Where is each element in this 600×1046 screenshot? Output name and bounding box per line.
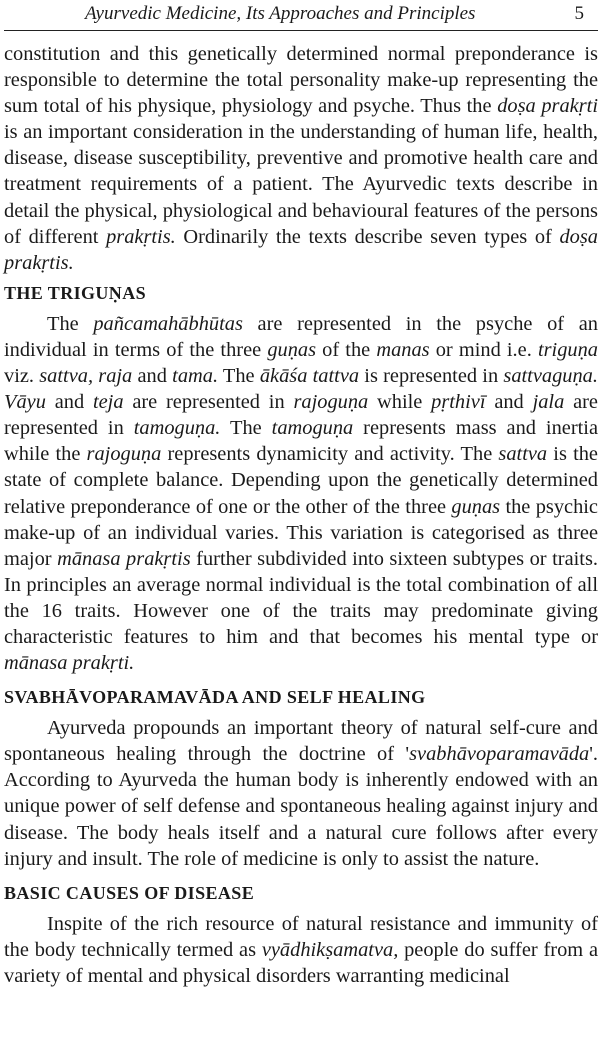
text-run: The bbox=[218, 365, 260, 388]
italic-term: teja bbox=[92, 391, 124, 414]
body-paragraph bbox=[4, 911, 598, 989]
italic-term: sattva, raja bbox=[39, 365, 133, 388]
italic-term: sattva bbox=[498, 443, 548, 466]
text-run: is an important consideration in the understanding of human life, health, disease, disease susceptibility, preventive and promotive health care and treatment requirements of a patient. The Ayurvedic texts describe in detail the physical, physiological and behavioural features of the persons of different bbox=[4, 121, 598, 248]
text-run: are represented in the psyche of an individual in terms of the three bbox=[4, 312, 598, 361]
italic-term: tamoguṇa bbox=[271, 417, 354, 440]
text-run: while bbox=[368, 391, 432, 414]
italic-term: rajoguṇa bbox=[86, 443, 162, 466]
italic-term: svabhāvoparamavāda bbox=[409, 743, 590, 766]
text-run: The bbox=[47, 312, 94, 335]
text-run: are represented in bbox=[4, 391, 598, 440]
italic-term: triguṇa bbox=[537, 338, 598, 361]
text-run: and bbox=[485, 391, 533, 414]
text-run: Inspite of the rich resource of natural resistance and immunity of the body technically termed as bbox=[4, 912, 598, 961]
text-run: The bbox=[220, 417, 272, 440]
text-run: or mind i.e. bbox=[429, 338, 538, 361]
body-paragraph bbox=[4, 41, 598, 276]
italic-term: mānasa prakṛtis bbox=[57, 547, 191, 570]
italic-term: tamoguṇa. bbox=[133, 417, 221, 440]
text-run: and bbox=[45, 391, 93, 414]
running-title: Ayurvedic Medicine, Its Approaches and Principles bbox=[85, 3, 476, 24]
italic-term: mānasa prakṛti. bbox=[4, 652, 135, 675]
italic-term: vyādhikṣamatva, bbox=[261, 938, 399, 961]
italic-term: prakṛtis. bbox=[106, 225, 176, 248]
text-run: '. According to Ayurveda the human body is inherently endowed with an unique power of self defense and spontaneous healing against injury and disease. The body heals itself and a natural cure follows after every injury and insult. The role of medicine is only to assist the nature. bbox=[4, 743, 598, 870]
section-heading: THE TRIGUṆAS bbox=[4, 282, 147, 303]
text-run: of the bbox=[316, 338, 377, 361]
italic-term: manas bbox=[376, 338, 430, 361]
page-number: 5 bbox=[574, 3, 584, 24]
text-run: represents dynamicity and activity. The bbox=[161, 443, 499, 466]
text-run: is represented in bbox=[359, 365, 504, 388]
italic-term: guṇas bbox=[267, 338, 317, 361]
italic-term: rajoguṇa bbox=[293, 391, 369, 414]
section-heading: SVABHĀVOPARAMAVĀDA AND SELF HEALING bbox=[4, 687, 426, 708]
italic-term: guṇas bbox=[451, 495, 501, 518]
running-head bbox=[4, 0, 598, 31]
text-run: and bbox=[132, 365, 173, 388]
italic-term: sattvaguṇa. bbox=[503, 365, 598, 388]
text-run: people do suffer from a variety of mental and physical disorders warranting medicinal bbox=[4, 938, 598, 987]
text-run: further subdivided into sixteen subtypes or traits. In principles an average normal individual is the total combination of all the 16 traits. However one of the traits may predominate giving characteristic features to him and that becomes his mental type or bbox=[4, 547, 598, 648]
text-run: is the state of complete balance. Depending upon the genetically determined relative preponderance of one or the other of the three bbox=[4, 443, 598, 518]
section-heading: BASIC CAUSES OF DISEASE bbox=[4, 882, 255, 903]
text-run: represents mass and inertia while the bbox=[4, 417, 599, 466]
text-run: constitution and this genetically determined normal preponderance is responsible to determine the total personality make-up representing the sum total of his physique, physiology and psyche. Thus the bbox=[4, 43, 598, 118]
text-run: are represented in bbox=[123, 391, 294, 414]
italic-term: jala bbox=[532, 391, 565, 414]
body-paragraph bbox=[4, 311, 598, 676]
italic-term: pṛthivī bbox=[431, 391, 486, 414]
italic-term: doṣa prakṛtis. bbox=[4, 225, 598, 274]
italic-term: tama. bbox=[172, 365, 219, 388]
text-run: the psychic make-up of an individual varies. This variation is categorised as three major bbox=[4, 495, 598, 570]
italic-term: ākāśa tattva bbox=[259, 365, 360, 388]
italic-term: Vāyu bbox=[4, 391, 46, 414]
body-paragraph bbox=[4, 715, 598, 872]
text-run: viz. bbox=[4, 365, 40, 388]
page-body bbox=[4, 41, 598, 989]
italic-term: doṣa prakṛti bbox=[497, 95, 598, 118]
text-run: Ordinarily the texts describe seven types of bbox=[175, 225, 560, 248]
text-run: Ayurveda propounds an important theory of natural self-cure and spontaneous healing through the doctrine of ' bbox=[4, 717, 598, 766]
italic-term: pañcamahābhūtas bbox=[93, 312, 243, 335]
